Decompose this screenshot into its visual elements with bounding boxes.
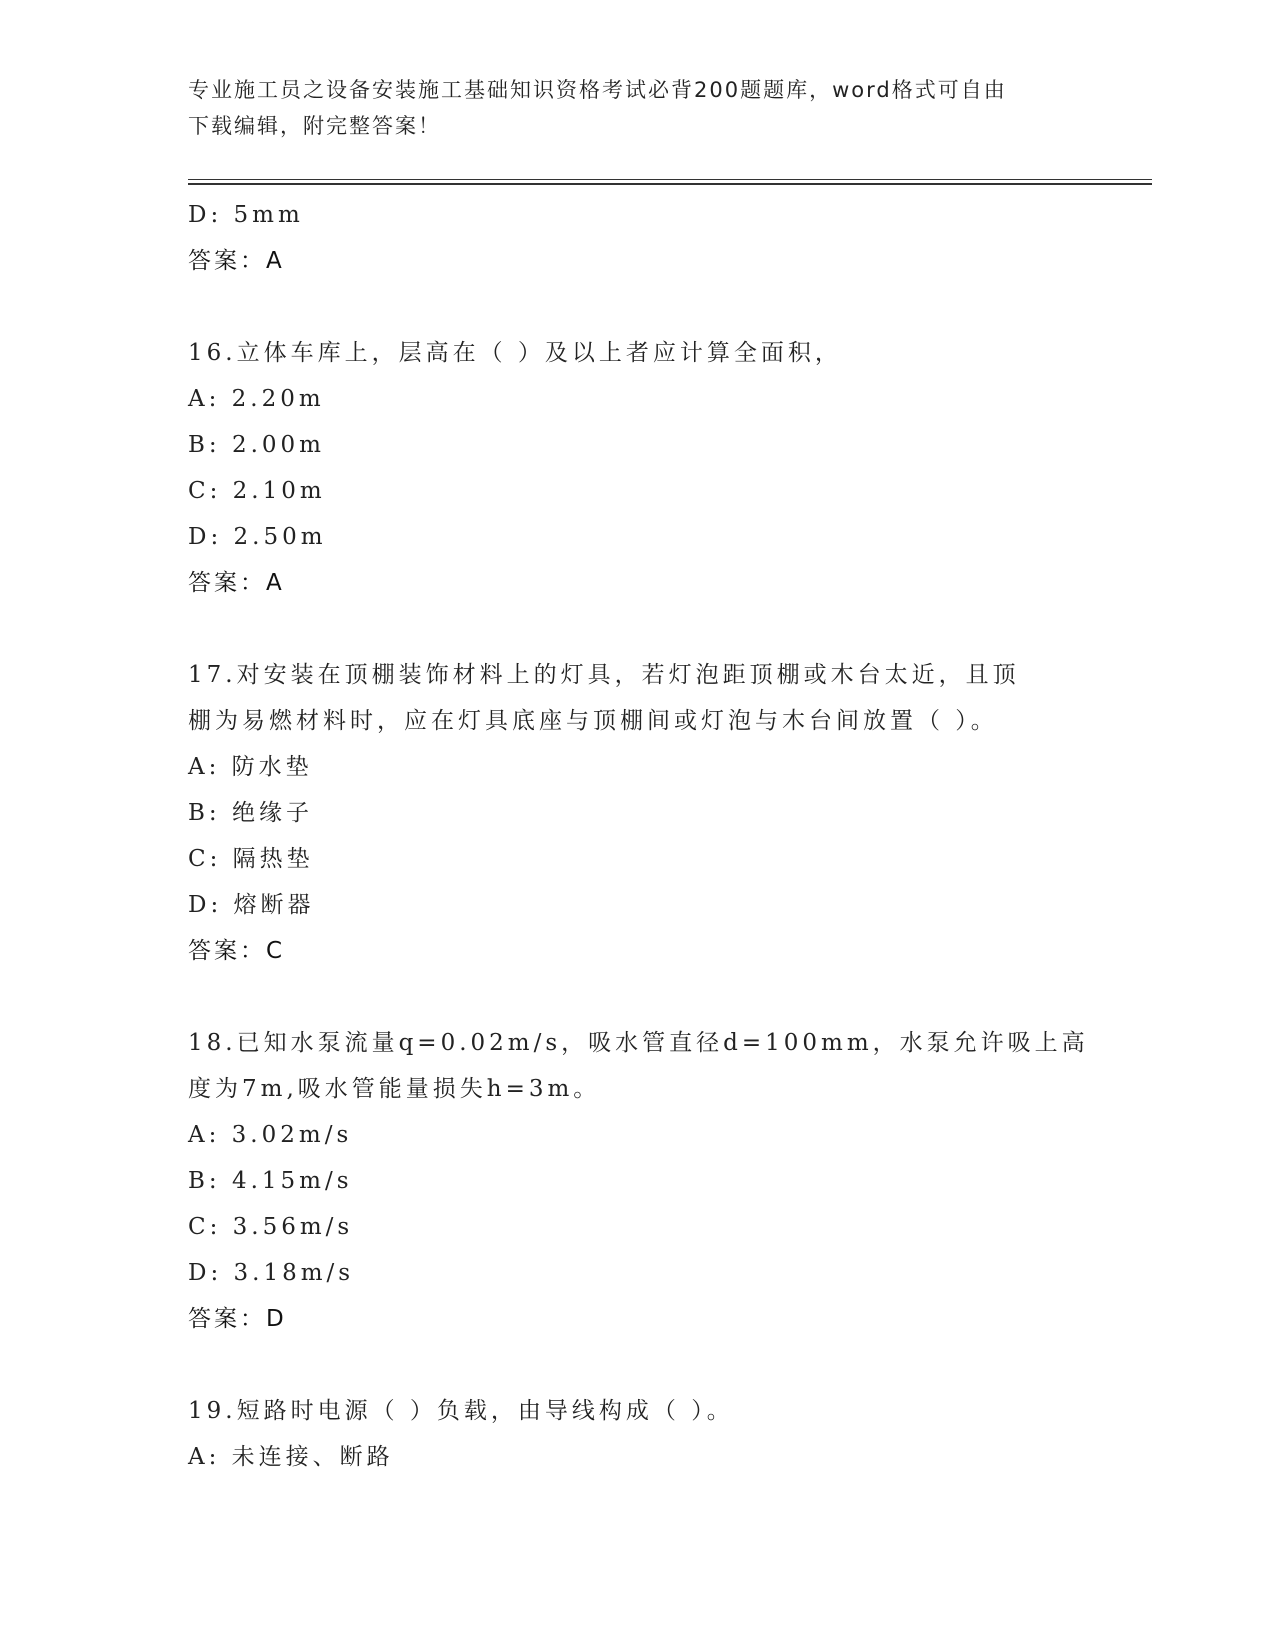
option-line: A: 2.20m <box>188 386 325 412</box>
option-line: A: 防水垫 <box>188 754 313 780</box>
option-line: B: 2.00m <box>188 432 325 458</box>
question-stem: 16.立体车库上，层高在（ ）及以上者应计算全面积， <box>188 340 842 366</box>
option-line: A: 未连接、断路 <box>188 1444 394 1470</box>
header-divider-thin <box>188 179 1152 180</box>
option-line: C: 3.56m/s <box>188 1214 354 1240</box>
spacer <box>188 974 1088 1020</box>
answer-line: 答案：D <box>188 1306 287 1332</box>
document-header <box>188 72 1088 144</box>
answer-line: 答案：A <box>188 570 285 596</box>
question-19 <box>188 1388 1088 1480</box>
option-line: B: 绝缘子 <box>188 800 313 826</box>
header-line-2: 下载编辑，附完整答案！ <box>188 114 441 138</box>
option-line: A: 3.02m/s <box>188 1122 353 1148</box>
option-line: B: 4.15m/s <box>188 1168 353 1194</box>
spacer <box>188 284 1088 330</box>
question-stem: 度为7m,吸水管能量损失h=3m。 <box>188 1076 601 1102</box>
option-line: D: 2.50m <box>188 524 327 550</box>
option-line: D: 3.18m/s <box>188 1260 355 1286</box>
question-17 <box>188 652 1088 974</box>
header-line-1: 专业施工员之设备安装施工基础知识资格考试必背200题题库，word格式可自由 <box>188 78 1007 102</box>
answer-line: 答案：C <box>188 938 286 964</box>
header-divider-thick <box>188 183 1152 185</box>
question-stem: 17.对安装在顶棚装饰材料上的灯具，若灯泡距顶棚或木台太近，且顶 <box>188 662 1020 688</box>
question-stem: 棚为易燃材料时，应在灯具底座与顶棚间或灯泡与木台间放置（ ）。 <box>188 708 998 734</box>
question-stem: 19.短路时电源（ ）负载，由导线构成（ ）。 <box>188 1398 734 1424</box>
option-line: D: 5mm <box>188 202 304 228</box>
spacer <box>188 606 1088 652</box>
question-18 <box>188 1020 1088 1342</box>
spacer <box>188 1342 1088 1388</box>
option-line: C: 2.10m <box>188 478 326 504</box>
question-stem: 18.已知水泵流量q=0.02m/s，吸水管直径d=100mm，水泵允许吸上高 <box>188 1030 1089 1056</box>
question-list <box>188 192 1088 1480</box>
option-line: D: 熔断器 <box>188 892 315 918</box>
question-16 <box>188 330 1088 606</box>
answer-line: 答案：A <box>188 248 285 274</box>
option-line: C: 隔热垫 <box>188 846 314 872</box>
